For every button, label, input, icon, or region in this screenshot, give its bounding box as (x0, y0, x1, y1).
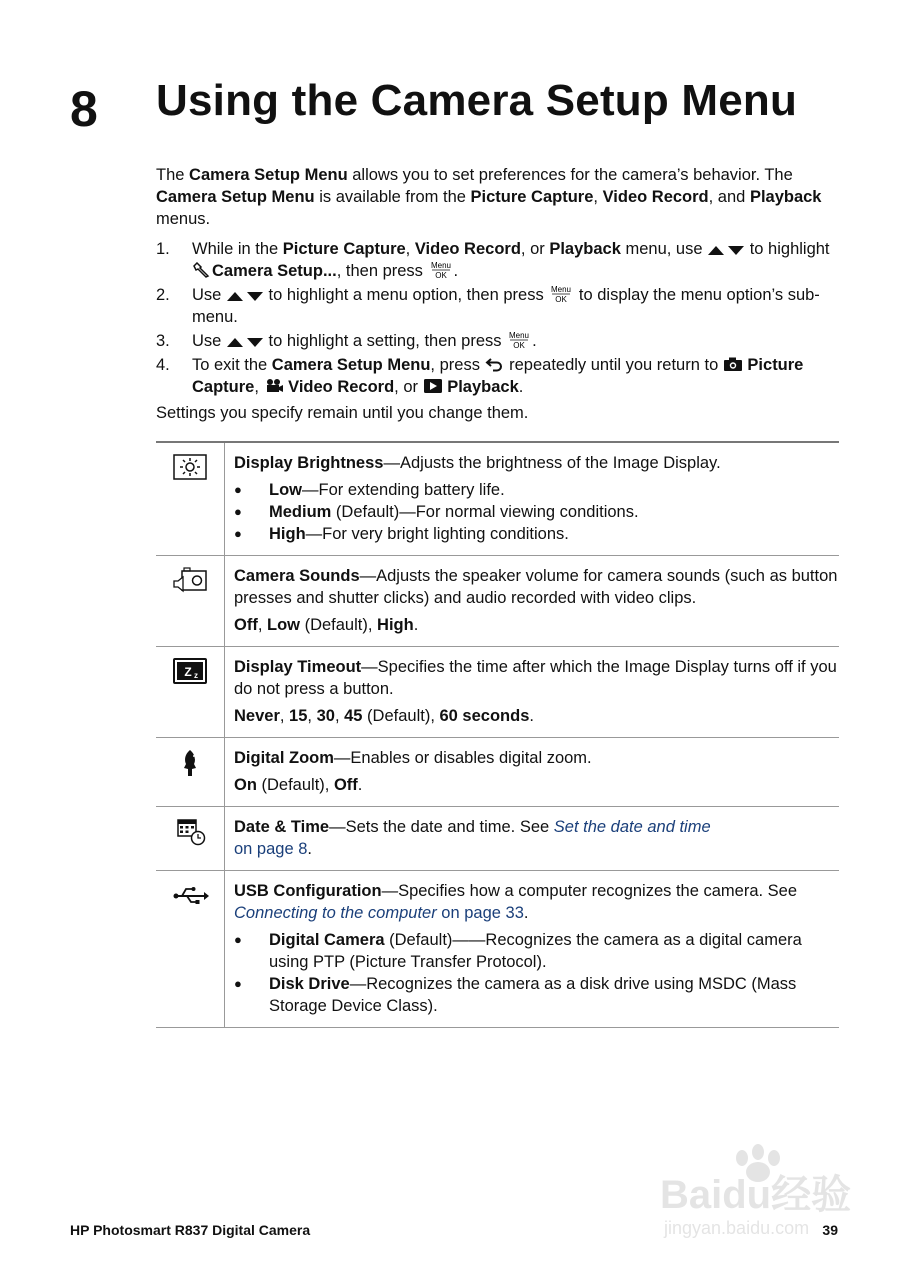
footer-product: HP Photosmart R837 Digital Camera (70, 1222, 311, 1238)
baidu-watermark (660, 1140, 870, 1240)
usb-link[interactable]: Connecting to the computer (234, 904, 437, 922)
svg-text:OK: OK (513, 341, 525, 350)
svg-text:z: z (194, 671, 198, 680)
step-2: 2. Use to highlight a menu option, then press Menu OK to display the menu option’s sub-menu. (156, 285, 820, 326)
table-row (156, 556, 839, 647)
up-down-arrows-icon (707, 244, 745, 256)
svg-text:Menu: Menu (430, 261, 451, 270)
timeout-description: Display Timeout—Specifies the time after which the Image Display turns off if you do not press a button. (234, 658, 837, 698)
list-item: ● Digital Camera (Default)——Recognizes the camera as a digital camera using PTP (Picture Transfer Protocol). (234, 929, 839, 973)
usb-options (234, 929, 839, 1017)
date-time-icon (171, 817, 209, 847)
menu-ok-icon (428, 260, 454, 280)
up-down-arrows-icon (226, 336, 264, 348)
usb-icon (171, 881, 209, 911)
usb-description: USB Configuration—Specifies how a computer recognizes the camera. See Connecting to the computer on page 33. (234, 882, 798, 922)
step-4: 4. To exit the Camera Setup Menu, press repeatedly until you return to Picture Capture, Video Record, or Playback. (156, 356, 804, 396)
usb-link-page[interactable]: on page 33 (436, 904, 524, 922)
svg-text:jingyan.baidu.com: jingyan.baidu.com (664, 1218, 810, 1238)
svg-text:OK: OK (434, 271, 447, 280)
outro-paragraph: Settings you specify remain until you change them. (156, 404, 529, 422)
date-link-page[interactable]: on page 8 (234, 840, 308, 858)
intro-section (156, 164, 840, 424)
camera-icon (723, 356, 743, 372)
video-camera-icon (264, 378, 284, 394)
page-title: Using the Camera Setup Menu (156, 76, 798, 125)
date-description: Date & Time—Sets the date and time. See Set the date and time on page 8. (234, 818, 711, 858)
table-row (156, 738, 839, 807)
sounds-cell (225, 556, 840, 647)
zoom-cell (225, 738, 840, 807)
table-row (156, 647, 839, 738)
up-down-arrows-icon (226, 290, 264, 302)
svg-text:OK: OK (555, 295, 568, 304)
list-item: ● Medium (Default)—For normal viewing conditions. (234, 501, 839, 523)
playback-icon (423, 378, 443, 394)
date-cell (225, 807, 840, 871)
menu-ok-icon (506, 330, 532, 350)
svg-text:Baidu经验: Baidu经验 (660, 1173, 852, 1217)
step-3: 3. Use to highlight a setting, then press Menu OK . (156, 331, 537, 350)
list-item: ● Low—For extending battery life. (234, 479, 839, 501)
zoom-options: On (Default), Off. (234, 776, 363, 794)
digital-zoom-icon (171, 748, 209, 778)
settings-table (156, 441, 839, 1028)
svg-text:Menu: Menu (551, 285, 572, 294)
sounds-description: Camera Sounds—Adjusts the speaker volume for camera sounds (such as button presses and shutter clicks) and audio recorded with video clips. (234, 567, 838, 607)
step-1: 1. While in the Picture Capture, Video Record, or Playback menu, use to highlight Camera Setup..., then press Menu OK . (156, 240, 830, 280)
wrench-icon (192, 262, 212, 278)
table-row (156, 807, 839, 871)
sounds-options: Off, Low (Default), High. (234, 616, 419, 634)
list-item: ● High—For very bright lighting conditions. (234, 523, 839, 545)
camera-sounds-icon (171, 566, 209, 596)
usb-cell (225, 871, 840, 1028)
svg-text:Menu: Menu (509, 331, 530, 340)
page-number: 39 (822, 1222, 838, 1238)
timeout-cell (225, 647, 840, 738)
timeout-options: Never, 15, 30, 45 (Default), 60 seconds. (234, 707, 534, 725)
menu-ok-icon (548, 284, 574, 304)
date-link[interactable]: Set the date and time (553, 818, 711, 836)
back-arrow-icon (485, 356, 505, 372)
brightness-cell (225, 442, 840, 556)
brightness-options (234, 479, 839, 545)
intro-paragraph: The Camera Setup Menu allows you to set preferences for the camera’s behavior. The Camera Setup Menu is available from the Picture Capture, Video Record, and Playback menus. (156, 166, 822, 228)
display-timeout-icon (171, 657, 209, 687)
svg-text:Z: Z (184, 665, 192, 679)
brightness-description: Display Brightness—Adjusts the brightness of the Image Display. (234, 454, 721, 472)
list-item: ● Disk Drive—Recognizes the camera as a disk drive using MSDC (Mass Storage Device Class). (234, 973, 839, 1017)
chapter-number: 8 (70, 81, 98, 137)
steps-list (156, 238, 840, 398)
table-row (156, 442, 839, 556)
table-row (156, 871, 839, 1028)
zoom-description: Digital Zoom—Enables or disables digital zoom. (234, 749, 592, 767)
display-brightness-icon (171, 453, 209, 483)
